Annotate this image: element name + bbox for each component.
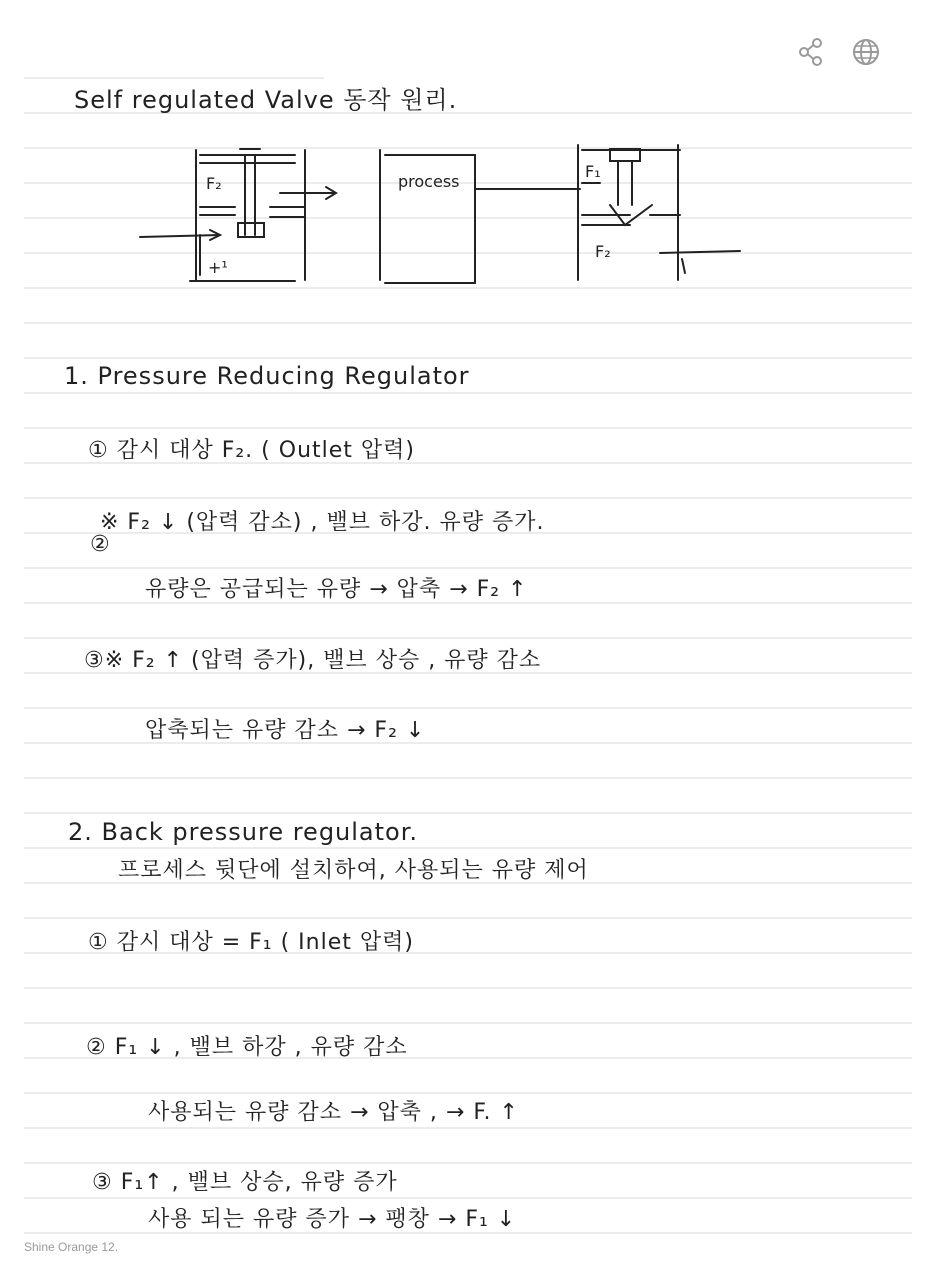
section2-heading: 2. Back pressure regulator. — [68, 818, 419, 846]
section2-item3-line2: 사용 되는 유량 증가 → 팽창 → F₁ ↓ — [148, 1207, 517, 1232]
left-f2-label: F₂ — [206, 174, 222, 193]
footer-label: Shine Orange 12. — [24, 1240, 119, 1254]
section1-item2-line2: 유량은 공급되는 유량 → 압축 → F₂ ↑ — [145, 577, 528, 602]
back-pressure-valve-sketch — [578, 145, 740, 280]
globe-icon[interactable] — [850, 36, 882, 68]
process-box — [380, 150, 580, 283]
section2-item2-line2: 사용되는 유량 감소 → 압축 , → F. ↑ — [148, 1100, 519, 1125]
process-label: process — [398, 172, 460, 191]
section1-item3-line2: 압축되는 유량 감소 → F₂ ↓ — [145, 718, 426, 743]
right-f1-label: F₁ — [585, 162, 601, 181]
section2-subtitle: 프로세스 뒷단에 설치하여, 사용되는 유량 제어 — [118, 858, 589, 883]
section1-heading: 1. Pressure Reducing Regulator — [64, 362, 470, 390]
share-icon[interactable] — [796, 36, 828, 68]
note-title: Self regulated Valve 동작 원리. — [74, 86, 458, 114]
left-f1-label: +¹ — [208, 258, 228, 277]
section1-item2-mark: ② — [90, 532, 111, 557]
section2-item1: ① 감시 대상 = F₁ ( Inlet 압력) — [88, 930, 414, 955]
section1-item1: ① 감시 대상 F₂. ( Outlet 압력) — [88, 438, 415, 463]
section2-item3-line1: ③ F₁↑ , 밸브 상승, 유량 증가 — [92, 1170, 398, 1195]
pressure-reducing-valve-sketch — [140, 149, 336, 281]
regulator-diagram — [130, 135, 770, 295]
section1-item3-line1: ③※ F₂ ↑ (압력 증가), 밸브 상승 , 유량 감소 — [84, 648, 542, 673]
right-f2-label: F₂ — [595, 242, 611, 261]
section2-item2-line1: ② F₁ ↓ , 밸브 하강 , 유량 감소 — [86, 1035, 408, 1060]
section1-item2-line1: ※ F₂ ↓ (압력 감소) , 밸브 하강. 유량 증가. — [100, 510, 545, 535]
